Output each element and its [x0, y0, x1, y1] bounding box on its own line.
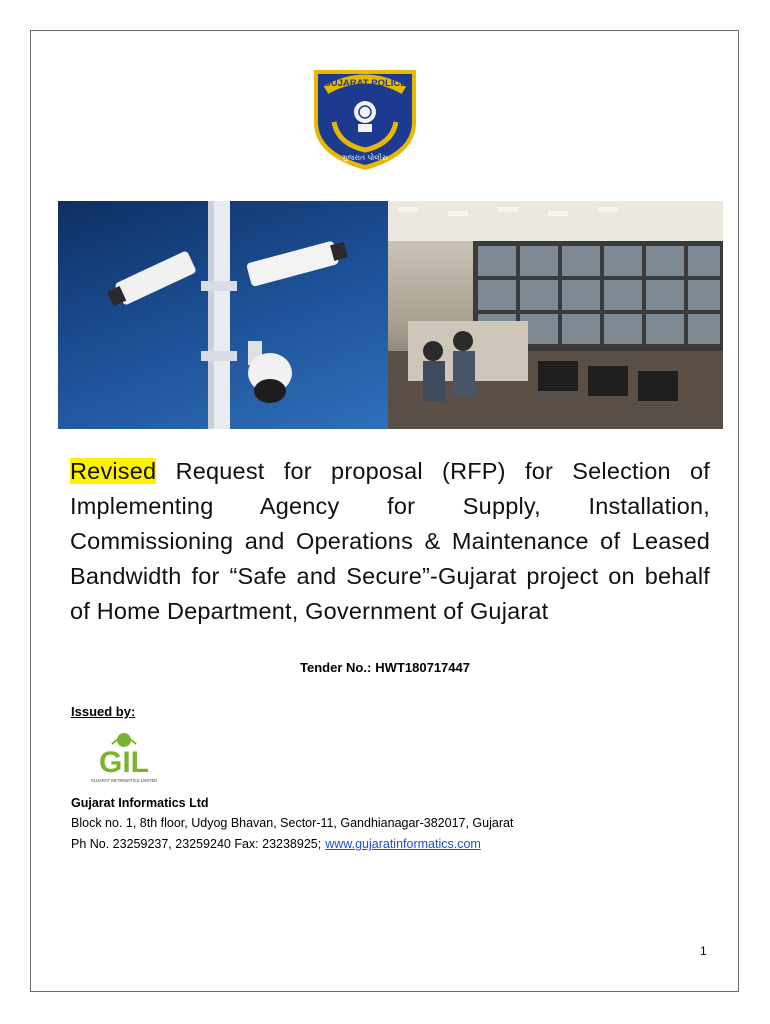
revised-highlight: Revised — [70, 458, 157, 484]
organization-address: Block no. 1, 8th floor, Udyog Bhavan, Sector-11, Gandhianagar-382017, Gujarat — [71, 816, 514, 830]
gujarat-police-badge — [308, 64, 422, 174]
gil-logo — [84, 730, 164, 788]
organization-name: Gujarat Informatics Ltd — [71, 796, 209, 810]
phone-fax: Ph No. 23259237, 23259240 Fax: 23238925; — [71, 837, 322, 851]
cctv-illustration — [58, 201, 388, 429]
badge-subtitle: ગુજરાત પોલીસ — [341, 153, 389, 162]
title-text: Request for proposal (RFP) for Selection of Implementing Agency for Supply, Installation, Commissioning and Operations & Maintenance of Leased Bandwidth for “Safe and Secure”-Gujarat project on behalf of Home Department, Government of Gujarat — [70, 458, 710, 624]
page-number: 1 — [700, 944, 707, 958]
cover-banner-image — [58, 201, 723, 429]
control-room-illustration — [388, 201, 723, 429]
control-room-image — [388, 201, 723, 429]
gil-logo-text: GIL — [99, 746, 149, 779]
badge-title: GUJARAT POLICE — [323, 78, 407, 89]
tender-value: HWT180717447 — [375, 660, 470, 675]
tender-number — [0, 660, 770, 675]
website-link[interactable]: www.gujaratinformatics.com — [325, 837, 481, 851]
tender-label: Tender No.: — [300, 660, 372, 675]
document-title — [70, 454, 710, 629]
cctv-camera-image — [58, 201, 388, 429]
gil-logo-subtext: GUJARAT INFORMATICS LIMITED — [90, 778, 158, 783]
issued-by-heading: Issued by: — [71, 704, 136, 719]
organization-contact — [71, 837, 481, 851]
